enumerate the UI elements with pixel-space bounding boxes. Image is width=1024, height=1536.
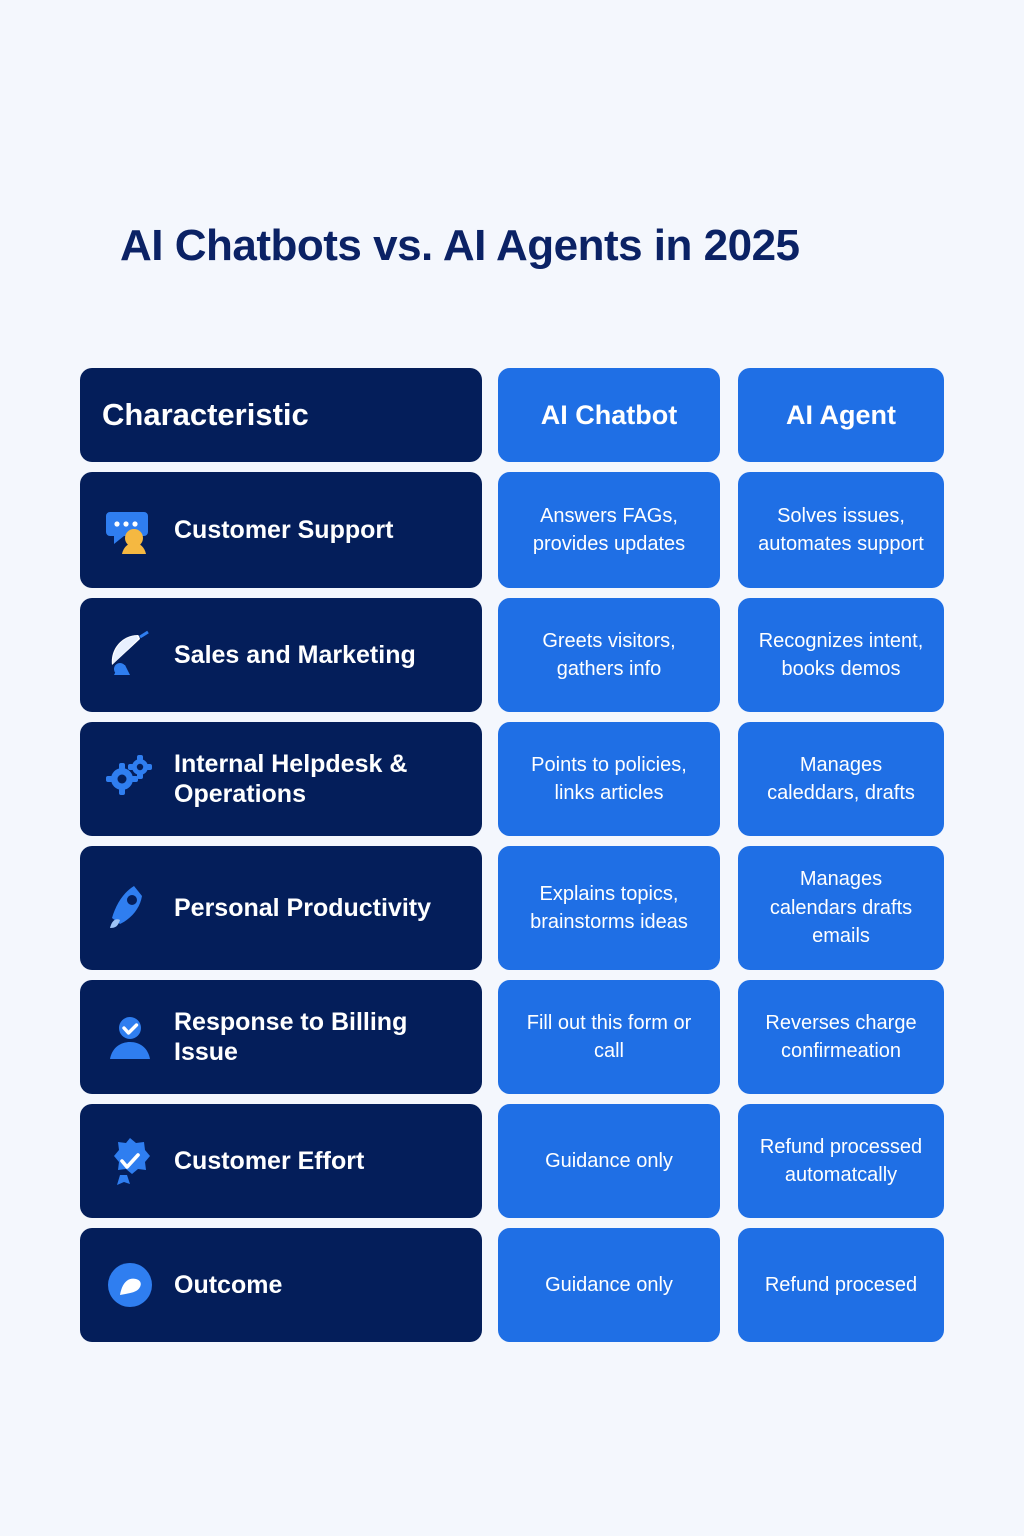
row-characteristic-cell	[80, 598, 482, 712]
row-chatbot-cell	[498, 1228, 720, 1342]
table-row	[80, 472, 944, 588]
header-cell-chatbot	[498, 368, 720, 462]
row-characteristic-label: Personal Productivity	[174, 893, 432, 922]
row-agent-value: Manages caleddars, drafts	[767, 753, 915, 804]
gears-icon	[102, 751, 158, 807]
row-characteristic-cell	[80, 980, 482, 1094]
table-row	[80, 980, 944, 1094]
header-label-characteristic: Characteristic	[102, 397, 309, 432]
header-cell-agent	[738, 368, 944, 462]
row-characteristic-cell	[80, 846, 482, 970]
row-agent-value: Refund procesed	[764, 1273, 918, 1296]
row-characteristic-label: Internal Helpdesk & Operations	[174, 749, 408, 808]
rocket-chart-icon	[102, 880, 158, 936]
row-agent-value: Manages calendars drafts emails	[769, 868, 913, 948]
row-characteristic-label: Response to Billing Issue	[174, 1007, 408, 1066]
header-label-chatbot: AI Chatbot	[540, 399, 678, 430]
row-agent-value: Solves issues, automates support	[758, 504, 924, 555]
row-agent-cell	[738, 472, 944, 588]
table-row	[80, 1228, 944, 1342]
row-characteristic-label: Customer Effort	[174, 1146, 365, 1175]
row-agent-value: Recognizes intent, books demos	[758, 629, 924, 680]
flag-circle-icon	[102, 1257, 158, 1313]
table-row	[80, 846, 944, 970]
table-header-row	[80, 368, 944, 462]
row-agent-cell	[738, 1104, 944, 1218]
row-chatbot-value: Guidance only	[545, 1149, 673, 1172]
row-characteristic-cell	[80, 472, 482, 588]
verified-user-icon	[102, 1009, 158, 1065]
page-title: AI Chatbots vs. AI Agents in 2025	[120, 221, 800, 270]
row-chatbot-value: Points to policies, links articles	[531, 753, 687, 804]
row-chatbot-cell	[498, 1104, 720, 1218]
row-chatbot-cell	[498, 598, 720, 712]
row-characteristic-cell	[80, 1228, 482, 1342]
header-label-agent: AI Agent	[786, 399, 896, 430]
row-chatbot-value: Guidance only	[545, 1273, 673, 1296]
header-cell-characteristic	[80, 368, 482, 462]
row-agent-value: Reverses charge confirmeation	[765, 1011, 917, 1062]
satellite-dish-icon	[102, 627, 158, 683]
table-row	[80, 598, 944, 712]
row-chatbot-value: Greets visitors, gathers info	[542, 629, 676, 680]
table-row	[80, 722, 944, 836]
row-agent-cell	[738, 980, 944, 1094]
row-characteristic-cell	[80, 722, 482, 836]
row-chatbot-cell	[498, 722, 720, 836]
row-characteristic-label: Outcome	[174, 1270, 283, 1299]
row-chatbot-cell	[498, 846, 720, 970]
row-agent-cell	[738, 598, 944, 712]
row-characteristic-cell	[80, 1104, 482, 1218]
row-agent-cell	[738, 846, 944, 970]
row-agent-value: Refund processed automatcally	[759, 1135, 923, 1186]
row-chatbot-cell	[498, 980, 720, 1094]
row-chatbot-cell	[498, 472, 720, 588]
table-row	[80, 1104, 944, 1218]
comparison-table	[80, 368, 944, 1352]
row-chatbot-value: Fill out this form or call	[526, 1011, 692, 1062]
chat-bubble-person-icon	[102, 502, 158, 558]
row-agent-cell	[738, 722, 944, 836]
row-agent-cell	[738, 1228, 944, 1342]
row-chatbot-value: Answers FAGs, provides updates	[532, 504, 686, 555]
row-chatbot-value: Explains topics, brainstorms ideas	[530, 882, 688, 933]
row-characteristic-label: Sales and Marketing	[174, 640, 416, 669]
check-badge-icon	[102, 1133, 158, 1189]
row-characteristic-label: Customer Support	[174, 515, 394, 544]
